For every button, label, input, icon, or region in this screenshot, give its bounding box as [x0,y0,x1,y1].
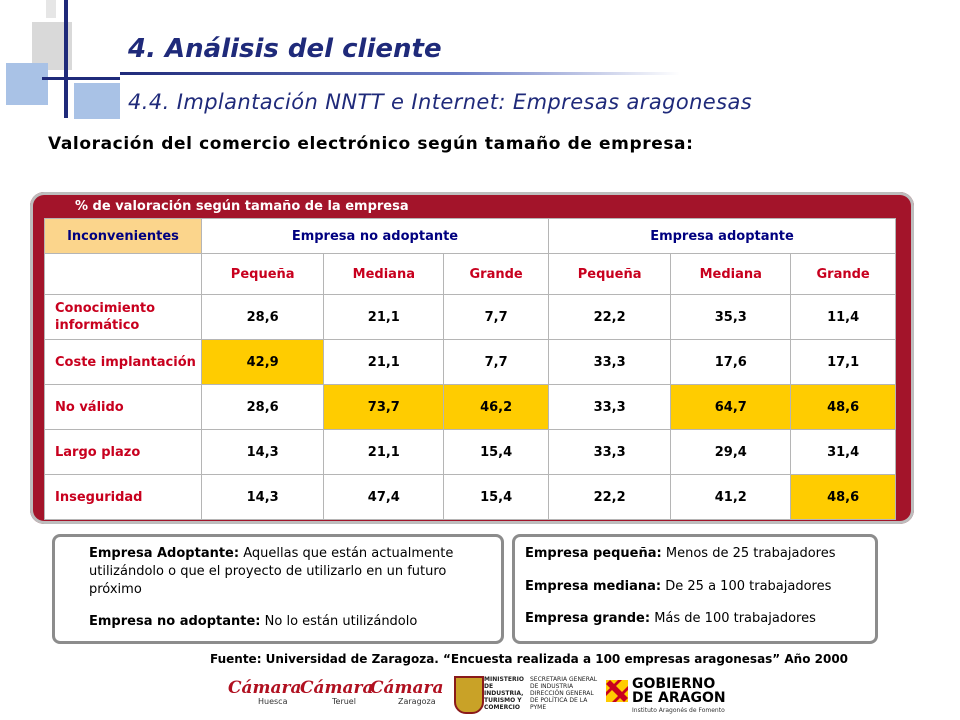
decor-line [42,77,120,80]
secretaria-logo-text: SECRETARIA GENERAL DE INDUSTRIA DIRECCIÓN GENERAL DE POLÍTICA DE LA PYME [530,676,598,711]
table-cell-highlighted: 64,7 [671,385,791,430]
definition-no-adoptante [89,613,417,631]
row-label: Coste implantación [45,340,202,385]
group-header-no-adoptante: Empresa no adoptante [202,219,549,254]
row-label: No válido [45,385,202,430]
table-cell-highlighted: 42,9 [202,340,324,385]
table-cell: 33,3 [548,340,670,385]
slide-title: 4. Análisis del cliente [128,34,442,64]
table-cell: 15,4 [444,475,549,520]
title-underline [120,72,680,75]
table-cell: 22,2 [548,475,670,520]
camara-zaragoza-logo: Cámara [370,678,444,698]
table-cell: 14,3 [202,430,324,475]
table-cell: 7,7 [444,295,549,340]
empty-header-cell [45,254,202,295]
table-cell: 28,6 [202,295,324,340]
definition-label: Empresa Adoptante: [89,546,240,561]
definition-label: Empresa mediana: [525,579,662,594]
definition-label: Empresa pequeña: [525,546,662,561]
table-cell-highlighted: 48,6 [791,475,896,520]
row-label: Largo plazo [45,430,202,475]
definition-adoptante [89,545,489,599]
table-cell: 21,1 [324,430,444,475]
table-cell: 17,1 [791,340,896,385]
table-cell: 29,4 [671,430,791,475]
corner-header: Inconvenientes [45,219,202,254]
table-cell: 7,7 [444,340,549,385]
size-header: Pequeña [548,254,670,295]
table-row [45,385,896,430]
definition-text: No lo están utilizándolo [264,614,418,629]
table-cell: 11,4 [791,295,896,340]
decor-block [6,63,48,105]
definition-text: Aquellas que están actualmente utilizándolo o que el proyecto de utilizarlo en un futuro próximo [89,546,454,597]
size-header: Grande [791,254,896,295]
aragon-logo-line: GOBIERNO [632,676,716,692]
table-row [45,430,896,475]
size-header-row [45,254,896,295]
definition-grande [525,610,816,628]
size-header: Grande [444,254,549,295]
decor-line [64,0,68,118]
section-heading: Valoración del comercio electrónico según tamaño de empresa: [48,134,694,154]
table-cell: 33,3 [548,385,670,430]
camara-city: Teruel [332,697,356,706]
size-header: Pequeña [202,254,324,295]
aragon-institute-text: Instituto Aragonés de Fomento [632,707,725,714]
definition-text: De 25 a 100 trabajadores [665,579,832,594]
camara-city: Zaragoza [398,697,436,706]
camara-teruel-logo: Cámara [300,678,374,698]
group-header-adoptante: Empresa adoptante [548,219,895,254]
table-row [45,340,896,385]
aragon-flag-icon [606,680,628,702]
table-cell: 35,3 [671,295,791,340]
table-cell: 17,6 [671,340,791,385]
definitions-size-box [512,534,878,644]
table-cell: 21,1 [324,340,444,385]
ministry-logo-text: MINISTERIO DE INDUSTRIA, TURISMO Y COMERCIO [484,676,524,711]
table-cell: 41,2 [671,475,791,520]
size-header: Mediana [671,254,791,295]
definition-pequena [525,545,835,563]
aragon-logo-line: DE ARAGON [632,690,726,706]
table-cell: 33,3 [548,430,670,475]
valuation-table [44,218,896,520]
table-cell: 21,1 [324,295,444,340]
table-cell-highlighted: 73,7 [324,385,444,430]
camara-city: Huesca [258,697,288,706]
table-header-row [45,219,896,254]
definition-label: Empresa no adoptante: [89,614,261,629]
slide-subtitle: 4.4. Implantación NNTT e Internet: Empresas aragonesas [128,90,753,114]
table-cell: 22,2 [548,295,670,340]
table-cell: 15,4 [444,430,549,475]
definition-text: Menos de 25 trabajadores [665,546,836,561]
table-row [45,295,896,340]
source-note: Fuente: Universidad de Zaragoza. “Encuesta realizada a 100 empresas aragonesas” Año 2000 [210,652,849,666]
table-cell: 31,4 [791,430,896,475]
table-cell-highlighted: 46,2 [444,385,549,430]
row-label: Conocimiento informático [45,295,202,340]
table-cell-highlighted: 48,6 [791,385,896,430]
row-label: Inseguridad [45,475,202,520]
decor-block [74,83,120,119]
panel-caption: % de valoración según tamaño de la empresa [75,199,409,214]
decor-block [46,0,56,18]
definition-text: Más de 100 trabajadores [654,611,816,626]
size-header: Mediana [324,254,444,295]
table-row [45,475,896,520]
definitions-adoption-box [52,534,504,644]
gobierno-aragon-logo [632,677,726,705]
camara-huesca-logo: Cámara [228,678,302,698]
table-cell: 47,4 [324,475,444,520]
table-cell: 28,6 [202,385,324,430]
definition-label: Empresa grande: [525,611,651,626]
definition-mediana [525,578,831,596]
spain-coat-of-arms-icon [454,676,484,714]
table-cell: 14,3 [202,475,324,520]
